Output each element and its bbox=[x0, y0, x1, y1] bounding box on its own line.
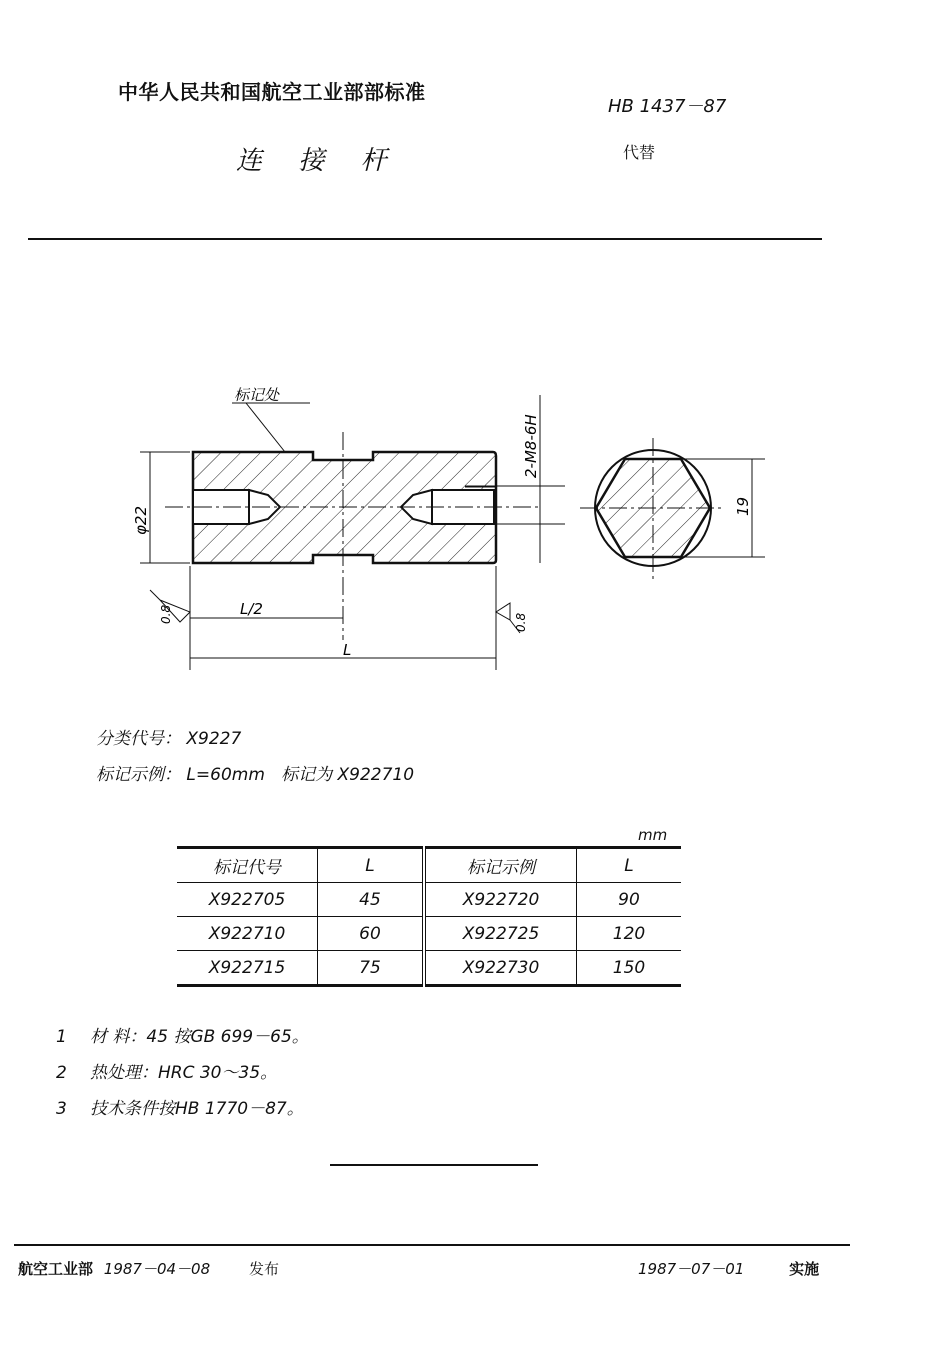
header-mark-code: 标记代号 bbox=[177, 848, 318, 883]
issue-date: 1987－04－08 bbox=[103, 1260, 211, 1278]
document-title: 连 接 杆 bbox=[236, 146, 401, 176]
cell-length: 90 bbox=[577, 883, 682, 917]
issuer: 航空工业部 bbox=[18, 1260, 94, 1278]
cell-code: X922725 bbox=[424, 917, 577, 951]
length-label: L bbox=[343, 641, 352, 659]
diameter-label: φ22 bbox=[132, 506, 150, 535]
header-mark-example: 标记示例 bbox=[424, 848, 577, 883]
table-row bbox=[177, 951, 681, 986]
cell-length: 120 bbox=[577, 917, 682, 951]
side-view bbox=[140, 395, 565, 670]
cell-code: X922720 bbox=[424, 883, 577, 917]
cell-code: X922715 bbox=[177, 951, 318, 986]
header-length-2: L bbox=[577, 848, 682, 883]
table-unit: mm bbox=[638, 826, 668, 844]
note-2 bbox=[56, 1058, 277, 1083]
roughness-left-label: 0.8 bbox=[159, 604, 173, 624]
footer-divider bbox=[14, 1244, 850, 1246]
table-row bbox=[177, 883, 681, 917]
example-line bbox=[96, 760, 414, 785]
footer-effective bbox=[638, 1258, 819, 1279]
note-1 bbox=[56, 1022, 309, 1047]
classification-line bbox=[96, 724, 241, 749]
cell-length: 60 bbox=[318, 917, 425, 951]
example-label: 标记示例： bbox=[96, 765, 181, 785]
classification-value: X9227 bbox=[186, 729, 242, 749]
hex-flats-label: 19 bbox=[734, 496, 752, 516]
cell-length: 75 bbox=[318, 951, 425, 986]
standard-code: HB 1437－87 bbox=[608, 96, 727, 117]
note-number: 1 bbox=[56, 1027, 67, 1047]
thread-spec-label: 2-M8-6H bbox=[522, 414, 540, 478]
footer-issue bbox=[18, 1258, 279, 1279]
effective-date: 1987－07－01 bbox=[638, 1260, 745, 1278]
cell-length: 150 bbox=[577, 951, 682, 986]
table-header-row bbox=[177, 848, 681, 883]
classification-label: 分类代号： bbox=[96, 729, 181, 749]
example-mark-label: 标记为 bbox=[281, 765, 333, 785]
note-text: 技术条件按HB 1770－87。 bbox=[90, 1099, 304, 1119]
cell-code: X922710 bbox=[177, 917, 318, 951]
example-value: L=60mm bbox=[186, 765, 265, 785]
note-3 bbox=[56, 1094, 304, 1119]
cell-length: 45 bbox=[318, 883, 425, 917]
marking-table bbox=[177, 846, 681, 987]
mark-location-label: 标记处 bbox=[234, 386, 280, 404]
note-number: 2 bbox=[56, 1063, 67, 1083]
note-text: 材 料：45 按GB 699－65。 bbox=[90, 1027, 309, 1047]
cell-code: X922705 bbox=[177, 883, 318, 917]
roughness-right-label: 0.8 bbox=[514, 612, 528, 632]
note-text: 热处理：HRC 30～35。 bbox=[90, 1063, 278, 1083]
example-mark-value: X922710 bbox=[337, 765, 415, 785]
effective-label: 实施 bbox=[789, 1260, 820, 1278]
note-number: 3 bbox=[56, 1099, 67, 1119]
standard-organization: 中华人民共和国航空工业部部标准 bbox=[118, 80, 426, 104]
table-row bbox=[177, 917, 681, 951]
half-length-label: L/2 bbox=[240, 600, 263, 618]
end-divider bbox=[330, 1164, 538, 1166]
issue-label: 发布 bbox=[248, 1260, 279, 1278]
cell-code: X922730 bbox=[424, 951, 577, 986]
header-length: L bbox=[318, 848, 425, 883]
replaces-label: 代替 bbox=[623, 143, 656, 162]
